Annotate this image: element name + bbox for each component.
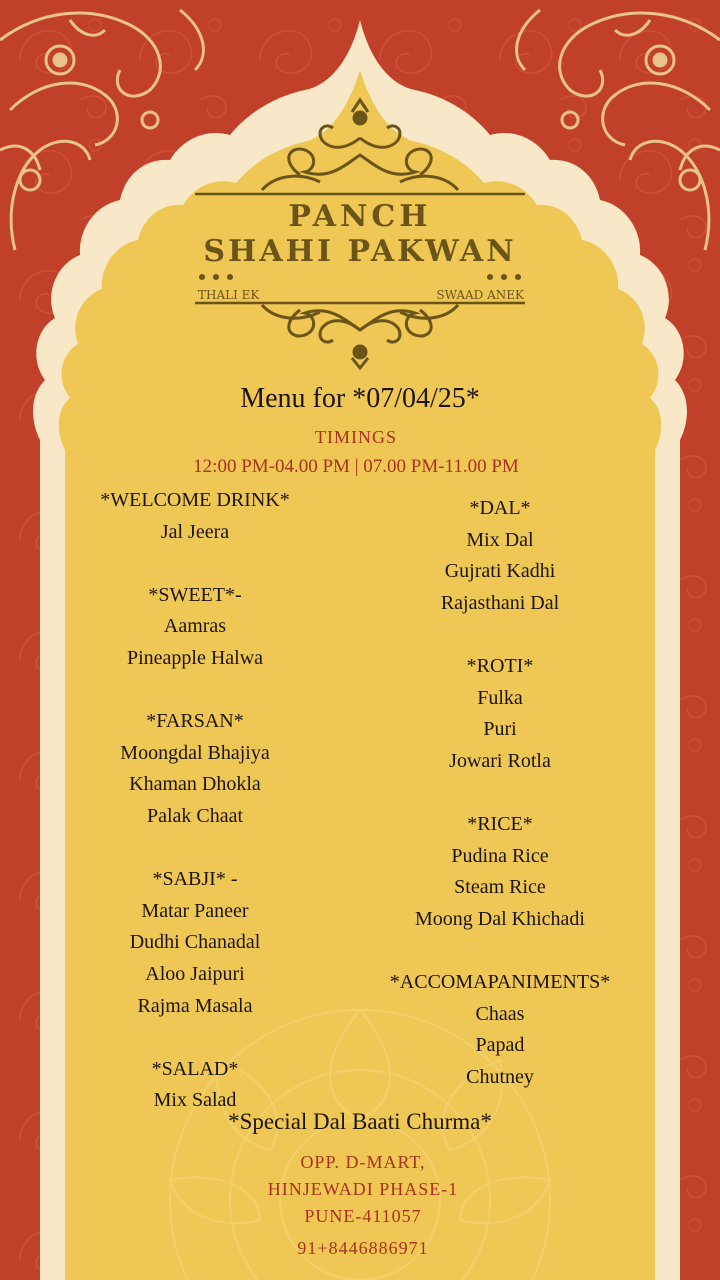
menu-item: Rajasthani Dal bbox=[440, 591, 560, 614]
section-heading: *FARSAN* bbox=[146, 710, 244, 733]
menu-item: Chaas bbox=[475, 1002, 525, 1025]
special-dish: *Special Dal Baati Churma* bbox=[228, 1109, 492, 1134]
menu-section bbox=[380, 493, 620, 619]
menu-item: Steam Rice bbox=[454, 876, 546, 899]
menu-item: Dudhi Chanadal bbox=[129, 931, 261, 954]
timings-value: 12:00 PM-04.00 PM | 07.00 PM-11.00 PM bbox=[193, 456, 519, 477]
menu-item: Moongdal Bhajiya bbox=[120, 741, 270, 764]
menu-section bbox=[380, 651, 620, 777]
menu-section bbox=[85, 485, 305, 548]
phone-number[interactable]: 91+8446886971 bbox=[297, 1238, 429, 1258]
logo-ornament bbox=[0, 0, 720, 380]
menu-item: Mix Dal bbox=[466, 528, 534, 551]
section-heading: *ACCOMAPANIMENTS* bbox=[389, 970, 611, 993]
menu-item: Papad bbox=[475, 1034, 525, 1057]
section-heading: *DAL* bbox=[469, 497, 531, 519]
menu-item: Gujrati Kadhi bbox=[444, 560, 556, 583]
section-heading: *SALAD* bbox=[151, 1057, 239, 1080]
menu-item: Jal Jeera bbox=[160, 520, 230, 543]
restaurant-name-line1: PANCH bbox=[288, 199, 432, 234]
menu-item: Aloo Jaipuri bbox=[145, 962, 245, 985]
menu-item: Moong Dal Khichadi bbox=[415, 907, 585, 930]
address-line: HINJEWADI PHASE-1 bbox=[267, 1179, 459, 1199]
section-heading: *ROTI* bbox=[466, 654, 534, 677]
menu-item: Matar Paneer bbox=[141, 899, 249, 922]
menu-item: Pudina Rice bbox=[451, 844, 549, 867]
timings-label: TIMINGS bbox=[315, 427, 397, 447]
menu-date-heading: Menu for *07/04/25* bbox=[240, 383, 480, 414]
menu-left-column bbox=[85, 485, 305, 1117]
section-heading: *SABJI* - bbox=[152, 868, 238, 891]
menu-section bbox=[380, 967, 620, 1093]
section-heading: *WELCOME DRINK* bbox=[100, 489, 290, 511]
menu-section bbox=[380, 809, 620, 935]
menu-item: Khaman Dhokla bbox=[129, 773, 261, 796]
menu-item: Mix Salad bbox=[153, 1089, 237, 1112]
address-line: OPP. D-MART, bbox=[300, 1152, 426, 1172]
menu-item: Rajma Masala bbox=[137, 994, 253, 1017]
tagline-right: SWAAD ANEK bbox=[436, 288, 524, 302]
section-heading: *RICE* bbox=[467, 812, 533, 835]
menu-item: Fulka bbox=[477, 686, 523, 709]
section-heading: *SWEET*- bbox=[148, 583, 242, 606]
menu-item: Palak Chaat bbox=[146, 804, 244, 827]
menu-item: Chutney bbox=[466, 1065, 534, 1088]
menu-section bbox=[85, 864, 305, 1022]
menu-section bbox=[85, 580, 305, 675]
menu-item: Aamras bbox=[163, 615, 227, 638]
menu-item: Puri bbox=[483, 718, 517, 741]
address-line: PUNE-411057 bbox=[304, 1206, 422, 1226]
menu-section bbox=[85, 1054, 305, 1117]
menu-right-column bbox=[380, 493, 620, 1093]
menu-item: Jowari Rotla bbox=[449, 749, 551, 772]
menu-item: Pineapple Halwa bbox=[126, 646, 264, 669]
restaurant-name-line2: SHAHI PAKWAN bbox=[203, 234, 517, 269]
tagline-left: THALI EK bbox=[198, 288, 260, 302]
menu-section bbox=[85, 706, 305, 832]
